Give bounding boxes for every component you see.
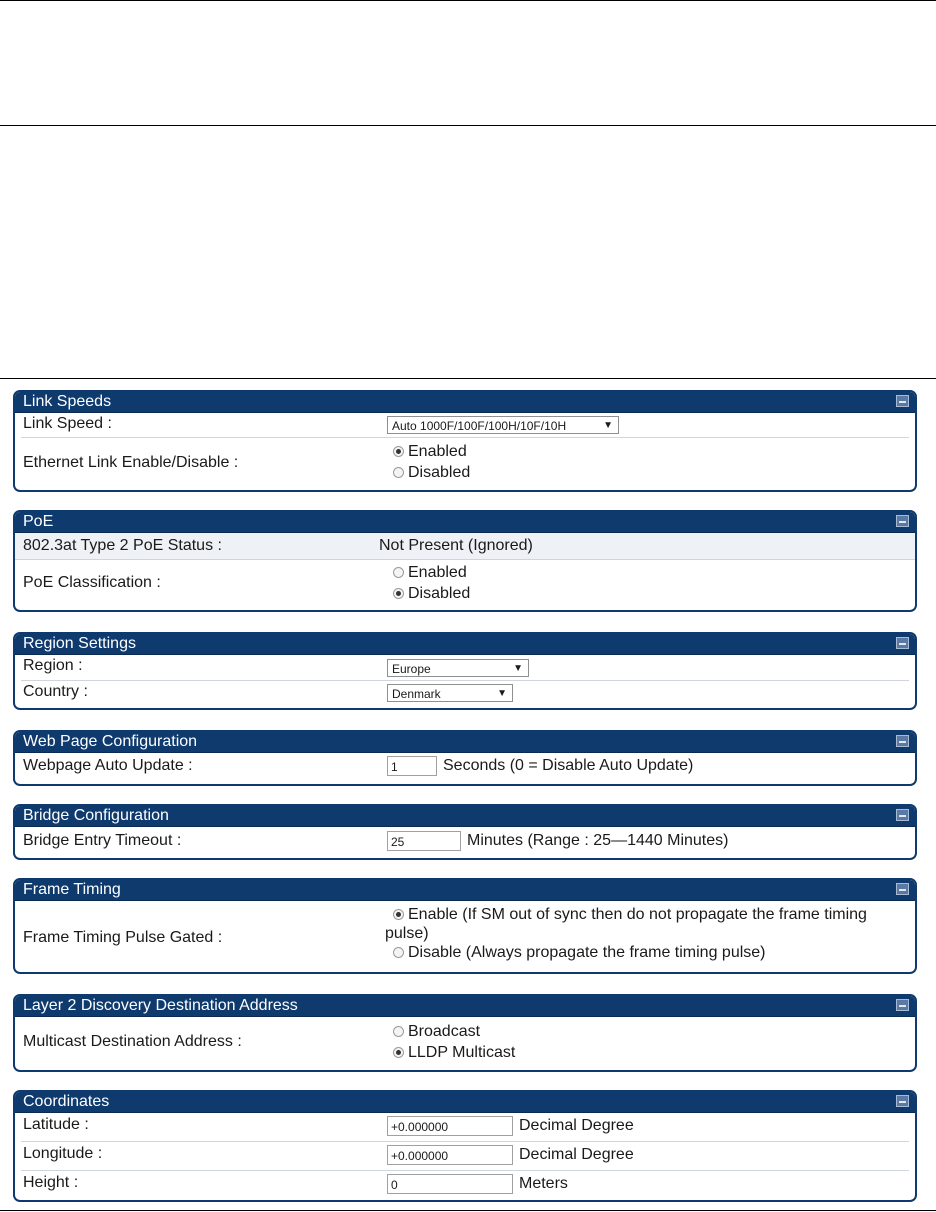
height-unit: Meters [519, 1175, 568, 1192]
latitude-input[interactable]: +0.000000 [387, 1116, 513, 1136]
longitude-unit: Decimal Degree [519, 1146, 634, 1163]
frame-timing-panel [13, 878, 917, 974]
panel-header [15, 732, 915, 753]
minimize-icon[interactable] [896, 637, 909, 649]
region-row [21, 655, 909, 681]
bridge-entry-timeout-input[interactable]: 25 [387, 831, 461, 851]
layer2-discovery-panel [13, 994, 917, 1072]
frame-timing-enable-label-line1: Enable (If SM out of sync then do not propagate the frame timing [408, 906, 867, 923]
minimize-icon[interactable] [896, 395, 909, 407]
radio-selected-icon[interactable] [393, 909, 404, 920]
ethernet-disabled-option[interactable] [393, 462, 470, 483]
latitude-label: Latitude : [23, 1116, 89, 1133]
minimize-icon[interactable] [896, 999, 909, 1011]
radio-unselected-icon[interactable] [393, 1026, 404, 1037]
latitude-unit: Decimal Degree [519, 1117, 634, 1134]
panel-header [15, 512, 915, 533]
panel-header [15, 880, 915, 901]
poe-disabled-label: Disabled [408, 584, 471, 602]
frame-timing-disable-label: Disable (Always propagate the frame timing pulse) [408, 944, 766, 961]
multicast-destination-row [21, 1017, 909, 1069]
coordinates-panel [13, 1090, 917, 1202]
broadcast-option[interactable] [393, 1021, 515, 1042]
longitude-row [21, 1142, 909, 1171]
panel-title: Bridge Configuration [23, 807, 169, 824]
radio-selected-icon[interactable] [393, 1047, 404, 1058]
height-label: Height : [23, 1174, 79, 1191]
minimize-icon[interactable] [896, 515, 909, 527]
region-selected-value: Europe [392, 662, 431, 676]
panel-title: Layer 2 Discovery Destination Address [23, 997, 298, 1014]
lldp-multicast-option[interactable] [393, 1042, 515, 1063]
bridge-entry-timeout-row [21, 827, 909, 857]
multicast-destination-label: Multicast Destination Address : [23, 1033, 242, 1050]
link-speed-select[interactable] [387, 416, 619, 434]
link-speed-row [21, 413, 909, 438]
longitude-label: Longitude : [23, 1145, 103, 1162]
region-select[interactable] [387, 659, 529, 677]
ethernet-enabled-label: Enabled [408, 442, 467, 460]
panel-title: PoE [23, 513, 54, 530]
frame-timing-enable-option[interactable] [385, 905, 915, 943]
region-settings-panel [13, 632, 917, 710]
chevron-down-icon: ▼ [497, 688, 507, 699]
radio-selected-icon[interactable] [393, 446, 404, 457]
minimize-icon[interactable] [896, 809, 909, 821]
webpage-auto-update-label: Webpage Auto Update : [23, 757, 193, 774]
bridge-configuration-panel [13, 804, 917, 860]
ethernet-link-row [21, 438, 909, 488]
radio-unselected-icon[interactable] [393, 567, 404, 578]
height-row [21, 1171, 909, 1199]
link-speed-label: Link Speed : [23, 415, 112, 432]
poe-enabled-label: Enabled [408, 563, 467, 581]
longitude-input[interactable]: +0.000000 [387, 1145, 513, 1165]
radio-unselected-icon[interactable] [393, 947, 404, 958]
webpage-auto-update-unit: Seconds (0 = Disable Auto Update) [443, 757, 694, 774]
panel-header [15, 634, 915, 655]
bridge-entry-timeout-label: Bridge Entry Timeout : [23, 832, 182, 849]
panel-title: Web Page Configuration [23, 733, 198, 750]
poe-status-row [15, 533, 915, 560]
panel-title: Region Settings [23, 635, 136, 652]
panel-header [15, 996, 915, 1017]
bottom-divider [0, 1210, 936, 1211]
panel-header [15, 806, 915, 827]
poe-enabled-option[interactable] [393, 562, 470, 583]
frame-timing-pulse-label: Frame Timing Pulse Gated : [23, 929, 223, 946]
minimize-icon[interactable] [896, 1095, 909, 1107]
poe-classification-row [21, 560, 909, 610]
country-label: Country : [23, 683, 88, 700]
panel-title: Link Speeds [23, 393, 112, 410]
broadcast-label: Broadcast [408, 1022, 481, 1040]
webpage-auto-update-input[interactable]: 1 [387, 756, 437, 776]
upper-divider [0, 125, 936, 126]
chevron-down-icon: ▼ [513, 663, 523, 674]
link-speeds-panel [13, 390, 917, 492]
poe-panel [13, 510, 917, 612]
radio-unselected-icon[interactable] [393, 467, 404, 478]
country-row [21, 681, 909, 706]
frame-timing-pulse-row [21, 901, 909, 971]
web-page-configuration-panel [13, 730, 917, 786]
webpage-auto-update-row [21, 753, 909, 783]
lldp-multicast-label: LLDP Multicast [408, 1043, 516, 1061]
country-select[interactable] [387, 684, 513, 702]
latitude-row [21, 1113, 909, 1142]
top-divider [0, 0, 936, 1]
radio-selected-icon[interactable] [393, 588, 404, 599]
minimize-icon[interactable] [896, 883, 909, 895]
ethernet-disabled-label: Disabled [408, 463, 471, 481]
ethernet-enabled-option[interactable] [393, 441, 470, 462]
poe-classification-label: PoE Classification : [23, 574, 161, 591]
panel-header [15, 392, 915, 413]
minimize-icon[interactable] [896, 735, 909, 747]
poe-disabled-option[interactable] [393, 583, 470, 604]
section-divider [0, 378, 936, 379]
country-selected-value: Denmark [392, 687, 441, 701]
panel-header [15, 1092, 915, 1113]
bridge-entry-timeout-unit: Minutes (Range : 25—1440 Minutes) [467, 832, 729, 849]
frame-timing-disable-option[interactable] [385, 943, 915, 963]
frame-timing-enable-label-line2: pulse) [385, 925, 429, 942]
height-input[interactable]: 0 [387, 1174, 513, 1194]
chevron-down-icon: ▼ [603, 420, 613, 431]
link-speed-selected-value: Auto 1000F/100F/100H/10F/10H [392, 419, 567, 433]
poe-status-label: 802.3at Type 2 PoE Status : [23, 537, 222, 554]
panel-title: Coordinates [23, 1093, 110, 1110]
region-label: Region : [23, 657, 83, 674]
ethernet-link-label: Ethernet Link Enable/Disable : [23, 454, 239, 471]
poe-status-value: Not Present (Ignored) [379, 537, 533, 554]
panel-title: Frame Timing [23, 881, 121, 898]
